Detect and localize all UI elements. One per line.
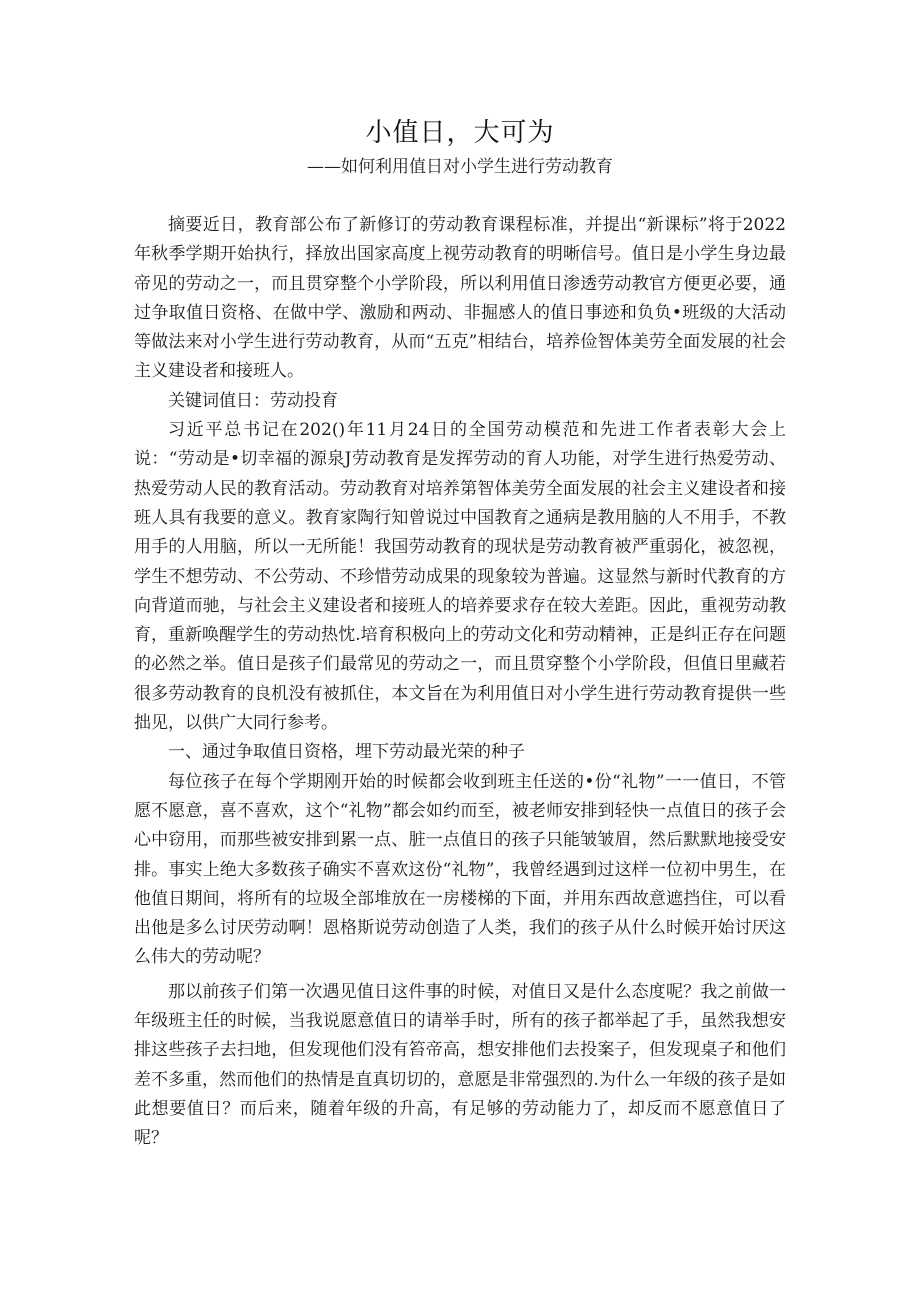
document-body — [134, 211, 786, 1154]
section-1-paragraph-2: 那以前孩子们第一次遇见值日这件事的时候，对值日又是什么态度呢？我之前做一年级班主任的时候，当我说愿意值日的请举手时，所有的孩子都举起了手，虽然我想安排这些孩子去扫地，但发现他们没有笞帝高，想安排他们去投案子，但发现桌子和他们差不多重，然而他们的热情是直真切切的，意愿是非常强烈的.为什么一年级的孩子是如此想要值日？而后来，随着年级的升高，有足够的劳动能力了，却反而不愿意值日了呢？ — [134, 981, 786, 1149]
section-heading-1: 一、通过争取值日资格，埋下劳动最光荣的种子 — [168, 742, 525, 763]
abstract-paragraph: 摘要近日，教育部公布了新修订的劳动教育课程标准，并提出“新课标”将于2022年秋季学期开始执行，择放出国家高度上视劳动教育的明晰信号。值日是小学生身边最帝见的劳动之一，而且贯穿整个小学阶段，所以利用值日渗透劳动教官方便更必要，通过争取值日资格、在做中学、激励和两动、非掘感人的值日事迹和负负•班级的大活动等做法来对小学生进行劳动教育，从而“五克”相结台，培养俭智体美劳全面发展的社会主义建设者和接班人。 — [134, 215, 786, 382]
document-subtitle: ——如何利用值日对小学生进行劳动教育 — [307, 157, 613, 177]
keywords-paragraph: 关键词值日：劳动投育 — [168, 390, 338, 411]
document-title: 小值日，大可为 — [365, 118, 555, 148]
intro-paragraph: 习近平总书记在202()年11月24日的全国劳动模范和先进工作者表彰大会上说：“劳动是•切幸福的源泉J劳动教育是发挥劳动的育人功能，对学生进行热爱劳动、热爱劳动人民的教育活动。劳动教育对培养第智体美劳全面发展的社会主义建设者和接班人具有我要的意义。教育家陶行知曾说过中国教育之通病是教用脑的人不用手，不教用手的人用脑，所以一无所能！我国劳动教育的现状是劳动教育被严重弱化，被忽视，学生不想劳动、不公劳动、不珍惜劳动成果的现象较为普遍。这显然与新时代教育的方向背道而驰，与社会主义建设者和接班人的培养要求存在较大差距。因此，重视劳动教育，重新唤醒学生的劳动热忱.培育积极向上的劳动文化和劳动精神，正是纠正存在问题的必然之举。值日是孩子们最常见的劳动之一，而且贯穿整个小学阶段，但值日里藏若很多劳动教育的良机没有被抓住，本文旨在为利用值日对小学生进行劳动教育提供一些拙见，以供广大同行参考。 — [134, 420, 786, 734]
section-1-paragraph-1: 每位孩子在每个学期刚开始的时候都会收到班主任送的•份“礼物”一一值日，不管愿不愿意，喜不喜欢，这个“礼物”都会如约而至，被老师安排到轻快一点值日的孩子会心中窃用，而那些被安排到累一点、脏一点值日的孩子只能皱皱眉，然后默默地接受安排。事实上绝大多数孩子确实不喜欢这份“礼物”，我曾经遇到过这样一位初中男生，在他值日期间，将所有的垃圾全部堆放在一房楼梯的下面，并用东西故意遮挡住，可以看出他是多么讨厌劳动啊！恩格斯说劳动创造了人类，我们的孩子从什么时候开始讨厌这么伟大的劳动呢？ — [134, 771, 786, 968]
